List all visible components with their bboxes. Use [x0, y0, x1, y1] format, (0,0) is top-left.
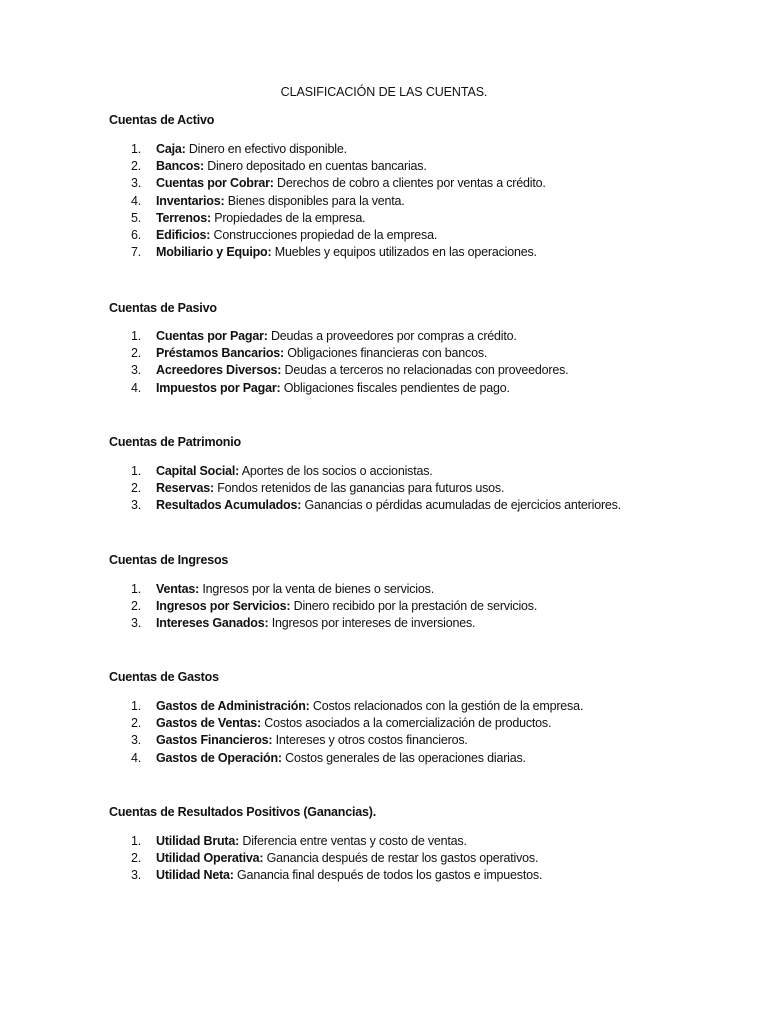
item-number: 3. [131, 868, 142, 883]
item-description: Obligaciones financieras con bancos. [284, 346, 488, 361]
item-term: Préstamos Bancarios: [156, 346, 285, 361]
item-description: Ganancia después de restar los gastos operativos. [263, 851, 539, 866]
section-heading-ingresos: Cuentas de Ingresos [109, 553, 229, 567]
item-term: Edificios: [156, 227, 211, 242]
item-description: Ingresos por la venta de bienes o servicios. [199, 582, 434, 596]
item-number: 1. [131, 582, 142, 596]
item-number: 3. [131, 616, 142, 631]
item-term: Cuentas por Cobrar: [156, 176, 274, 191]
item-term: Gastos de Administración: [156, 699, 310, 713]
item-term: Ventas: [156, 582, 200, 596]
item-number: 2. [131, 716, 142, 731]
item-term: Acreedores Diversos: [156, 363, 282, 378]
item-term: Impuestos por Pagar: [156, 380, 281, 395]
item-description: Deudas a proveedores por compras a crédito. [267, 329, 517, 343]
item-term: Inventarios: [156, 193, 225, 208]
item-number: 2. [131, 599, 142, 614]
section-heading-resultados: Cuentas de Resultados Positivos (Ganancias). [109, 805, 376, 819]
item-description: Costos relacionados con la gestión de la empresa. [309, 699, 584, 713]
item-term: Utilidad Operativa: [156, 851, 264, 866]
item-description: Bienes disponibles para la venta. [224, 193, 405, 208]
item-number: 7. [131, 245, 142, 260]
item-description: Deudas a terceros no relacionadas con proveedores. [281, 363, 569, 378]
item-description: Dinero depositado en cuentas bancarias. [203, 159, 427, 174]
item-description: Construcciones propiedad de la empresa. [210, 227, 438, 242]
item-description: Dinero en efectivo disponible. [185, 142, 347, 156]
item-description: Intereses y otros costos financieros. [272, 733, 468, 748]
item-description: Ganancia final después de todos los gastos e impuestos. [233, 868, 543, 883]
item-number: 2. [131, 851, 142, 866]
item-description: Obligaciones fiscales pendientes de pago. [280, 380, 510, 395]
item-description: Fondos retenidos de las ganancias para futuros usos. [213, 481, 505, 496]
item-number: 3. [131, 363, 142, 378]
item-number: 2. [131, 159, 142, 174]
item-term: Utilidad Bruta: [156, 834, 240, 848]
section-heading-patrimonio: Cuentas de Patrimonio [109, 435, 241, 449]
item-number: 1. [131, 464, 142, 478]
item-term: Ingresos por Servicios: [156, 599, 291, 614]
item-term: Capital Social: [156, 464, 240, 478]
item-description: Costos generales de las operaciones diarias. [281, 750, 526, 765]
item-description: Aportes de los socios o accionistas. [239, 464, 433, 478]
section-heading-pasivo: Cuentas de Pasivo [109, 301, 217, 315]
item-description: Diferencia entre ventas y costo de ventas. [239, 834, 467, 848]
item-term: Reservas: [156, 481, 214, 496]
item-number: 3. [131, 498, 142, 513]
item-term: Terrenos: [156, 210, 211, 225]
item-term: Cuentas por Pagar: [156, 329, 268, 343]
item-term: Bancos: [156, 159, 204, 174]
item-term: Utilidad Neta: [156, 868, 234, 883]
item-number: 1. [131, 329, 142, 343]
item-term: Caja: [156, 142, 186, 156]
item-description: Muebles y equipos utilizados en las operaciones. [271, 245, 537, 260]
item-number: 3. [131, 733, 142, 748]
item-number: 2. [131, 481, 142, 496]
item-number: 4. [131, 380, 142, 395]
section-heading-activo: Cuentas de Activo [109, 113, 215, 127]
item-number: 6. [131, 227, 142, 242]
item-description: Ganancias o pérdidas acumuladas de ejercicios anteriores. [301, 498, 622, 513]
item-number: 2. [131, 346, 142, 361]
item-number: 1. [131, 699, 142, 713]
item-term: Intereses Ganados: [156, 616, 269, 631]
item-description: Derechos de cobro a clientes por ventas a crédito. [273, 176, 546, 191]
item-term: Resultados Acumulados: [156, 498, 302, 513]
section-heading-gastos: Cuentas de Gastos [109, 670, 219, 684]
item-term: Gastos de Ventas: [156, 716, 261, 731]
item-term: Gastos Financieros: [156, 733, 273, 748]
item-description: Propiedades de la empresa. [210, 210, 366, 225]
item-term: Gastos de Operación: [156, 750, 282, 765]
item-number: 4. [131, 750, 142, 765]
document-title: CLASIFICACIÓN DE LAS CUENTAS. [280, 85, 488, 99]
item-term: Mobiliario y Equipo: [156, 245, 272, 260]
item-description: Ingresos por intereses de inversiones. [268, 616, 476, 631]
item-description: Dinero recibido por la prestación de servicios. [290, 599, 538, 614]
item-description: Costos asociados a la comercialización de productos. [260, 716, 552, 731]
item-number: 4. [131, 193, 142, 208]
item-number: 5. [131, 210, 142, 225]
item-number: 1. [131, 834, 142, 848]
item-number: 1. [131, 142, 142, 156]
item-number: 3. [131, 176, 142, 191]
